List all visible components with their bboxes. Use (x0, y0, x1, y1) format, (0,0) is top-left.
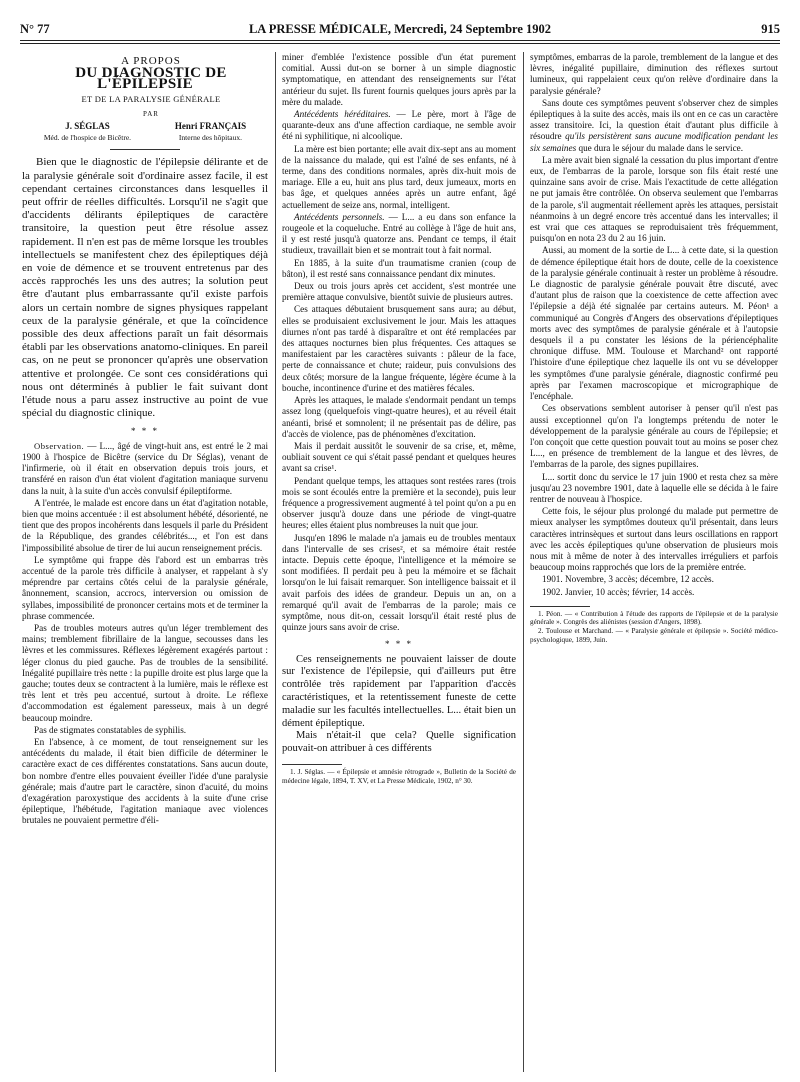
issue-number: N° 77 (20, 22, 50, 36)
body-paragraph (282, 109, 516, 143)
page-number: 915 (761, 22, 780, 36)
body-paragraph: En l'absence, à ce moment, de tout renseignement sur les antécédents du malade, il était bien difficile de déterminer le caractère exact de ces différentes constatations. Sans aucun doute, bon nombre d'entre elles pouvaient éveiller l'idée d'une paralysie générale; mais d'autre part le caractère, sinon d'acuité, du moins d'exagération paroxystique des accidents à la suite d'une crise épileptique, l'hébétude, l'agitation maniaque avec violences brutales ne pouvaient permettre d'éli- (22, 736, 268, 826)
page-header (20, 22, 780, 36)
body-paragraph (282, 212, 516, 257)
footnote: 1. J. Séglas. — « Épilepsie et amnésie rétrograde », Bulletin de la Société de médecine légale, 1894, T. XV, et La Presse Médicale, 1902, n° 30. (282, 767, 516, 785)
footnote-rule (282, 764, 342, 765)
body-text: — L... a eu dans son enfance la rougeole et la coqueluche. Entré au collège à l'âge de huit ans, il y est resté jusqu'à quatorze ans. Pendant ce temps, il était studieux, travaillait bien et se montrait tout à fait normal. (282, 211, 516, 256)
section-stars: * * * (131, 426, 159, 437)
authors (22, 121, 268, 143)
body-paragraph: La mère est bien portante; elle avait dix-sept ans au moment de la naissance du malade, qui est l'aîné de ses enfants, né à terme, dans des conditions normales, après dix-huit mois de mariage. Elle a eu, huit ans plus tard, deux jumeaux, morts en bas âge, et quelques années après un autre enfant, âgé actuellement de seize ans, normal, intelligent. (282, 143, 516, 210)
body-text: que dura le séjour du malade dans le service. (578, 142, 744, 153)
body-paragraph: Mais il perdait aussitôt le souvenir de sa crise, et, même, oubliait souvent ce qui s'était passé pendant et quelques heures avant sa crise¹. (282, 440, 516, 474)
body-paragraph: 1901. Novembre, 3 accès; décembre, 12 accès. (542, 574, 714, 585)
article-title-block (22, 56, 268, 150)
body-paragraph (530, 98, 778, 154)
body-paragraph: Pas de stigmates constatables de syphilis. (34, 724, 187, 735)
body-paragraph: Jusqu'en 1896 le malade n'a jamais eu de troubles mentaux dans l'intervalle de ses crises², et sa mémoire était restée intacte. Depuis cette époque, l'intelligence et la mémoire se sont modifiées. Il perdait peu à peu la mémoire et se fâchait lorsqu'on le lui faisait remarquer. Son intelligence baissait et il avait parfois des idées de grandeur. Depuis un an, on a remarqué qu'il avait de l'embarras de la parole; mais ce symptôme, nous dit-on, cessait lorsqu'il était resté plus de quinze jours sans avoir de crise. (282, 532, 516, 633)
body-paragraph: Ces renseignements ne pouvaient laisser de doute sur l'existence de l'épilepsie, qui d'ailleurs put être contrôlée très rapidement par l'apparition d'accès caractéristiques, et la retentissement funeste de cette maladie sur les facultés intellectuelles. L... était bien un dément épileptique. (282, 653, 516, 729)
intro-paragraph: Bien que le diagnostic de l'épilepsie délirante et de la paralysie générale soit d'ordinaire assez facile, il est cependant certaines circonstances dans lesquelles il peut offrir de réelles difficultés. Lorsqu'il ne s'agit que d'accidents délirants épileptiques de caractère transitoire, la question peut être résolue assez rapidement. Il n'en est pas de même lorsque les troubles intellectuels se manifestent chez des épileptiques déjà en voie de démence et se trouvent entretenus par des accès rapprochés les uns des autres; la solution peut être d'autant plus embarrassante qu'il existe parfois alors un certain nombre de signes physiques rappelant ceux de la paralysie générale, et que la coïncidence possible des deux affections paraît un fait désormais établi par les observations anatomo-cliniques. En pareil cas, on ne peut se prononcer qu'après une observation attentive et prolongée. Ce sont ces considérations qui nous ont déterminés à publier le fait suivant dont l'étude nous a paru assez instructive au point de vue spécial du diagnostic clinique. (22, 156, 268, 420)
body-paragraph: Ces observations semblent autoriser à penser qu'il n'est pas aussi exceptionnel qu'on l'a longtemps prétendu de noter le développement de la paralysie générale au cours de l'épilepsie; et l'on conçoit que cette question pouvait tout au moins se poser chez L..., en présence de tremblement de la langue et des lèvres, de l'embarras de la parole, des signes pupillaires. (530, 403, 778, 470)
body-paragraph: Pendant quelque temps, les attaques sont restées rares (trois mois se sont écoulés entre la première et la seconde), puis leur fréquence a progressivement augmenté à tel point qu'on a pu en observer jusqu'à douze dans une période de vingt-quatre heures; elles étaient plus nombreuses la nuit que jour. (282, 475, 516, 531)
byline-par: PAR (143, 109, 159, 118)
body-paragraph: Deux ou trois jours après cet accident, s'est montrée une première attaque convulsive, bientôt suivie de plusieurs autres. (282, 281, 516, 303)
body-paragraph: La mère avait bien signalé la cessation du plus important d'entre eux, de l'embarras de la parole, lorsque son fils était resté une quinzaine sans avoir de crise. Mais l'exactitude de cette allégation ne put jamais être contrôlée. On observa seulement que l'embarras de la parole, s'il augmentait réellement après les attaques, persistait néanmoins à un degré encore très accentué dans les intervalles; il est vrai que ces attaques se reproduisaient très fréquemment, puisqu'on en nota 23 du 2 au 16 juin. (530, 154, 778, 244)
article-title: DU DIAGNOSTIC DE L'ÉPILEPSIE (75, 65, 227, 93)
body-paragraph: A l'entrée, le malade est encore dans un état d'agitation notable, bien que moins accentuée : il est absolument hébété, désorienté, ne tient que des propos incohérents dans lesquels il parle du Président de la République, des grandes célébrités..., et l'on est dans l'impossibilité absolue de tirer de lui aucun renseignement précis. (22, 497, 268, 553)
body-paragraph: Aussi, au moment de la sortie de L... à cette date, si la question de démence épileptique était hors de doute, celle de la coexistence de la paralysie générale continuait à rester un problème à résoudre. Le diagnostic de paralysie générale pouvait être discuté, avec d'autant plus de raison que la coexistence de cette affection avec l'épilepsie a déjà été signalée par certains auteurs. M. Péon¹ a communiqué au Congrès d'Angers des observations d'épileptiques morts avec des symptômes de paralysie générale et à l'autopsie desquels il a pu constater les lésions de la périencéphalite chronique diffuse. MM. Toulouse et Marchand² ont rapporté l'histoire d'une épileptique chez laquelle ils ont vu se développer les symptômes d'une paralysie générale, diagnostic confirmé peu après par l'examen macroscopique et micrographique de l'encéphale. (530, 245, 778, 402)
title-kicker: A PROPOS (121, 55, 181, 67)
body-paragraph: En 1885, à la suite d'un traumatisme cranien (coup de bâton), il est resté sans connaissance pendant dix minutes. (282, 257, 516, 279)
body-text: Sans doute ces symptômes peuvent s'observer chez de simples épileptiques à la suite des accès, mais ils ont en ce cas un caractère assez transitoire. Ici, la question était d'autant plus difficile à résoudre (530, 97, 778, 142)
column-separator (275, 52, 276, 1072)
observation-label: Observation. (34, 440, 85, 451)
observation-text: — L..., âgé de vingt-huit ans, est entré le 2 mai 1900 à l'hospice de Bicêtre (service du Dr Séglas), venant de l'infirmerie, où il était en observation depuis trois jours, et transféré en raison d'un état violent d'agitation maniaque survenu dans la nuit, à la suite d'un accès convulsif épileptiforme. (22, 440, 268, 496)
column-3 (530, 52, 778, 1077)
section-heading-personal: Antécédents personnels. (294, 211, 385, 222)
body-paragraph: Après les attaques, le malade s'endormait pendant un temps assez long (quelquefois vingt-quatre heures), et au réveil était anéanti, brisé et somnolent; il ne présentait pas de délire, pas d'accès de violence, pas de phénomènes d'excitation. (282, 395, 516, 439)
section-heading-hereditary: Antécédents héréditaires. (294, 109, 391, 120)
section-stars: * * * (385, 639, 413, 650)
body-paragraph: 1902. Janvier, 10 accès; février, 14 accès. (542, 586, 695, 597)
footnotes (530, 610, 778, 644)
author-2 (175, 121, 246, 143)
body-paragraph: Cette fois, le séjour plus prolongé du malade put permettre de mieux analyser les symptômes douteux qu'il présentait, dans leurs caractères intrinsèques et surtout dans leurs oscillations en rapport avec les accès épileptiques qu'une observation de plusieurs mois nous mit à même de noter à des intervalles irréguliers et parfois beaucoup moins rapprochés que lors de la première entrée. (530, 506, 778, 573)
body-paragraph: Le symptôme qui frappe dès l'abord est un embarras très accentué de la parole très difficile à analyser, et rappelant à s'y méprendre par certains côtés celui de la paralysie générale, ânonnement, scansion, accrocs, interversion ou omission de syllabes, impossibilité de prononcer certains mots et de terminer la phrase commencée. (22, 554, 268, 621)
footnote: 1. Péon. — « Contribution à l'étude des rapports de l'épilepsie et de la paralysie générale ». Congrès des aliénistes (session d'Angers, 1898). (530, 609, 778, 627)
body-paragraph: symptômes, embarras de la parole, tremblement de la langue et des lèvres, inégalité pupillaire, diminution des réflexes surtout lumineux, qui rappelaient ceux qu'on relève d'ordinaire dans la paralysie générale? (530, 52, 778, 96)
author-2-role: Interne des hôpitaux. (178, 133, 243, 143)
header-rule (20, 40, 780, 41)
footnote-rule (530, 606, 590, 607)
article-subtitle: ET DE LA PARALYSIE GÉNÉRALE (81, 93, 221, 104)
column-separator (523, 52, 524, 1072)
body-paragraph: Ces attaques débutaient brusquement sans aura; au début, elles se produisaient exclusivement le jour. Mais les attaques diurnes n'ont pas tardé à disparaître et ont été remplacées par des attaques nocturnes bien plus fréquentes. Ces attaques se manifestaient par les caractères suivants : pâleur de la face, perte de connaissance et chute; raideur, puis convulsions des deux côtés; morsure de la langue fréquente, légère écume à la bouche, incontinence d'urine et des matières fécales. (282, 304, 516, 393)
footnotes (282, 768, 516, 785)
body-paragraph: miner d'emblée l'existence possible d'un état purement comitial. Aussi dut-on se borner à un simple diagnostic symptomatique, en attendant des renseignements sur l'état antérieur du sujet. Ils furent fournis quelques jours après par la mère du malade. (282, 52, 516, 107)
author-1-role: Méd. de l'hospice de Bicêtre. (43, 133, 132, 143)
footnote: 2. Toulouse et Marchand. — « Paralysie générale et épilepsie ». Société médico-psychologique, 1899, Juin. (530, 626, 778, 644)
header-rule-2 (20, 43, 780, 44)
author-1 (44, 121, 131, 143)
body-paragraph: Mais n'était-il que cela? Quelle signification pouvait-on attribuer à ces différents (282, 730, 516, 755)
column-2 (282, 52, 516, 1072)
body-paragraph: L... sortit donc du service le 17 juin 1900 et resta chez sa mère jusqu'au 23 novembre 1901, date à laquelle elle se décida à le faire rentrer de nouveau à l'hospice. (530, 471, 778, 504)
body-text: — Le père, mort à l'âge de quarante-deux ans d'une affection cardiaque, ne semble avoir été ni syphilitique, ni alcoolique. (282, 109, 516, 142)
author-1-name: J. SÉGLAS (65, 121, 110, 132)
column-1 (22, 52, 268, 1077)
journal-title: LA PRESSE MÉDICALE, Mercredi, 24 Septembre 1902 (248, 22, 552, 36)
observation-paragraph (22, 441, 268, 497)
body-text-italic: qu'ils persistèrent sans aucune modification pendant les six semaines (530, 131, 778, 153)
body-paragraph: Pas de troubles moteurs autres qu'un léger tremblement des mains; tremblement fibrillaire de la langue, secousses dans les lèvres et les commissures. Réflexes légèrement exagérés partout : léger clonus du pied gauche. Pas de troubles de la sensibilité. Inégalité pupillaire très nette : la pupille droite est plus large que la gauche; toutes deux se contractent à la lumière, mais le réflexe est très lent et très peu accentué, surtout à droite. Le réflexe d'accommodation est également paresseux, mais à un degré beaucoup moindre. (22, 622, 268, 723)
title-divider (110, 149, 180, 150)
author-2-name: Henri FRANÇAIS (174, 121, 247, 132)
